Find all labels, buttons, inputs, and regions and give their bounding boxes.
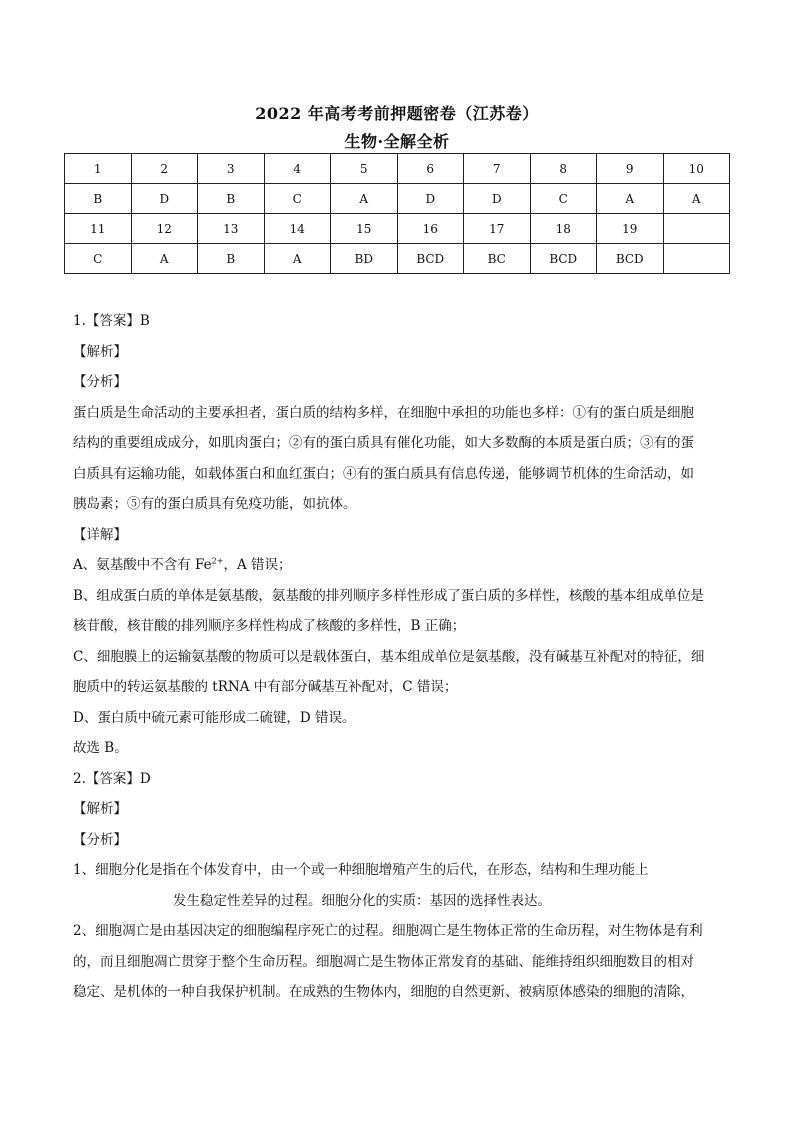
table-cell: 14	[264, 214, 331, 244]
q1-analysis-line: 蛋白质是生命活动的主要承担者，蛋白质的结构多样，在细胞中承担的功能也多样：①有的蛋白质是细胞	[73, 404, 694, 421]
q2-point1-line: 1、细胞分化是指在个体发育中，由一个或一种细胞增殖产生的后代，在形态，结构和生理功能上	[73, 862, 649, 878]
table-cell: 4	[264, 154, 331, 184]
table-cell: 6	[397, 154, 464, 184]
table-cell: 19	[597, 214, 664, 244]
table-cell: BCD	[597, 244, 664, 274]
table-cell: 7	[464, 154, 531, 184]
q2-jiexi-heading: 【解析】	[73, 801, 127, 817]
table-cell: 12	[131, 214, 198, 244]
table-cell: D	[131, 184, 198, 214]
option-a-text: A、氨基酸中不含有 Fe	[73, 557, 212, 573]
q1-fenxi-heading: 【分析】	[73, 374, 127, 390]
table-cell	[663, 244, 730, 274]
q1-jiexi-heading: 【解析】	[73, 343, 127, 360]
q2-point1-line: 发生稳定性差异的过程。细胞分化的实质：基因的选择性表达。	[173, 892, 551, 909]
answer-table	[64, 153, 730, 274]
q2-point2-line: 的，而且细胞凋亡贯穿于整个生命历程。细胞凋亡是生物体正常发育的基础、能维持组织细胞数目的相对	[73, 953, 694, 970]
ion-charge: 2+	[211, 556, 224, 566]
table-cell: A	[131, 244, 198, 274]
document-subtitle: 生物·全解全析	[344, 132, 450, 151]
table-cell: A	[331, 184, 398, 214]
table-cell: 17	[464, 214, 531, 244]
table-cell: 13	[198, 214, 265, 244]
q1-option-d-line: D、蛋白质中硫元素可能形成二硫键，D 错误。	[73, 709, 356, 726]
q1-option-b-line: B、组成蛋白质的单体是氨基酸，氨基酸的排列顺序多样性形成了蛋白质的多样性，核酸的基本组成单位是	[73, 587, 704, 604]
table-cell: A	[663, 184, 730, 214]
table-cell: 1	[65, 154, 132, 184]
table-cell	[663, 214, 730, 244]
table-cell: BC	[464, 244, 531, 274]
table-cell: 5	[331, 154, 398, 184]
table-cell: 2	[131, 154, 198, 184]
q2-answer: 2.【答案】D	[73, 770, 151, 787]
table-row	[65, 154, 730, 184]
q2-fenxi-heading: 【分析】	[73, 831, 127, 848]
q1-xiangjie-heading: 【详解】	[73, 526, 127, 543]
q2-point2-line: 稳定、是机体的一种自我保护机制。在成熟的生物体内，细胞的自然更新、被病原体感染的细胞的清除，	[73, 984, 694, 1000]
table-cell: C	[65, 244, 132, 274]
q1-option-b-line: 核苷酸，核苷酸的排列顺序多样性构成了核酸的多样性，B 正确；	[73, 618, 466, 634]
table-cell: B	[198, 244, 265, 274]
table-cell: 18	[530, 214, 597, 244]
table-cell: B	[65, 184, 132, 214]
option-a-verdict: ，A 错误；	[223, 557, 292, 573]
table-cell: 11	[65, 214, 132, 244]
q1-analysis-line: 白质具有运输功能，如载体蛋白和血红蛋白；④有的蛋白质具有信息传递，能够调节机体的生命活动，如	[73, 465, 694, 482]
table-cell: 9	[597, 154, 664, 184]
q1-answer: 1.【答案】B	[73, 313, 150, 329]
table-cell: 15	[331, 214, 398, 244]
q2-point2-line: 2、细胞凋亡是由基因决定的细胞编程序死亡的过程。细胞凋亡是生物体正常的生命历程，对生物体是有利	[73, 923, 703, 939]
table-row	[65, 244, 730, 274]
table-cell: C	[264, 184, 331, 214]
q1-option-c-line: C、细胞膜上的运输氨基酸的物质可以是载体蛋白，基本组成单位是氨基酸，没有碱基互补配对的特征，细	[73, 648, 705, 665]
table-cell: BCD	[397, 244, 464, 274]
q1-option-c-line: 胞质中的转运氨基酸的 tRNA 中有部分碱基互补配对，C 错误；	[73, 679, 458, 695]
table-cell: D	[464, 184, 531, 214]
table-cell: 8	[530, 154, 597, 184]
table-cell: 10	[663, 154, 730, 184]
q1-analysis-line: 胰岛素；⑤有的蛋白质具有免疫功能，如抗体。	[73, 496, 357, 512]
solutions-body	[73, 306, 723, 1008]
q1-conclusion: 故选 B。	[73, 740, 128, 756]
table-cell: 3	[198, 154, 265, 184]
q1-option-a	[73, 550, 723, 581]
table-row	[65, 214, 730, 244]
table-cell: BD	[331, 244, 398, 274]
table-cell: B	[198, 184, 265, 214]
table-cell: A	[264, 244, 331, 274]
table-cell: A	[597, 184, 664, 214]
q1-analysis-line: 结构的重要组成成分，如肌肉蛋白；②有的蛋白质具有催化功能，如大多数酶的本质是蛋白质；③有的蛋	[73, 435, 694, 451]
document-title: 2022 年高考考前押题密卷（江苏卷）	[255, 104, 539, 123]
table-cell: BCD	[530, 244, 597, 274]
table-cell: D	[397, 184, 464, 214]
table-cell: 16	[397, 214, 464, 244]
table-row	[65, 184, 730, 214]
table-cell: C	[530, 184, 597, 214]
